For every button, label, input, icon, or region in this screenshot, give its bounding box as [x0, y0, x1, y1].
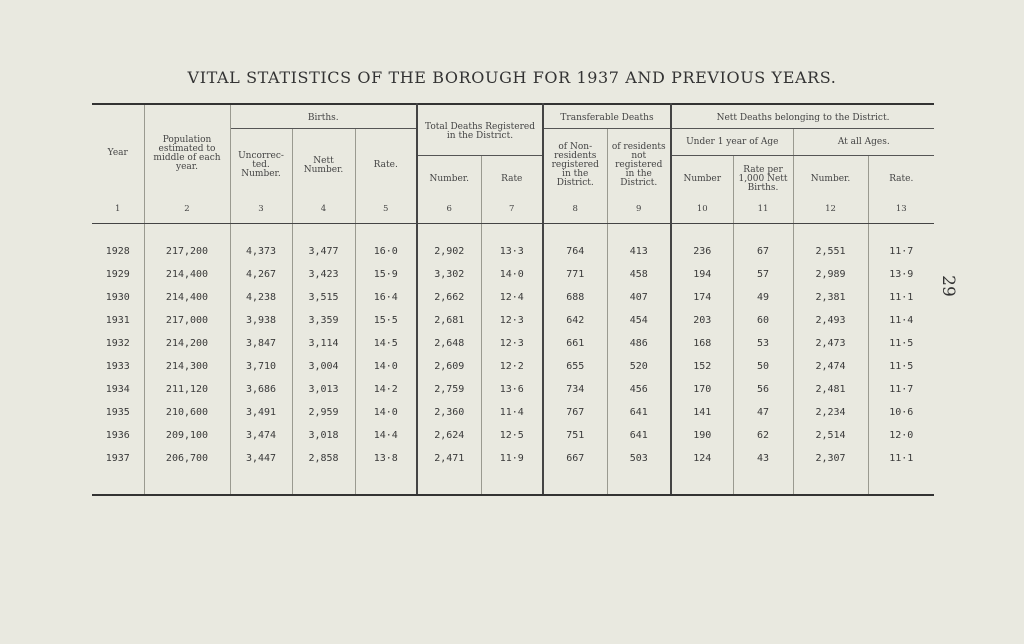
column-number-row: [92, 202, 934, 224]
table-cell: 413: [607, 240, 671, 263]
table-cell: 3,474: [230, 424, 292, 447]
table-cell: 454: [607, 309, 671, 332]
page-number: 29: [937, 275, 958, 297]
column-number: 8: [543, 202, 607, 224]
table-cell: 2,759: [417, 378, 481, 401]
table-cell: 124: [671, 447, 733, 470]
column-number: 2: [144, 202, 230, 224]
table-cell: 3,710: [230, 355, 292, 378]
column-number: 5: [355, 202, 417, 224]
table-cell: 60: [733, 309, 793, 332]
table-cell: 214,400: [144, 286, 230, 309]
table-cell: 11·5: [889, 338, 914, 349]
table-cell: 3,847: [230, 332, 292, 355]
header-deaths-rate: Rate: [481, 156, 543, 203]
table-cell: 655: [543, 355, 607, 378]
table-cell: 53: [733, 332, 793, 355]
table-cell: 2,360: [417, 401, 481, 424]
table-cell: 170: [671, 378, 733, 401]
header-nett-deaths: Nett Deaths belonging to the District.: [671, 104, 934, 129]
table-cell: 486: [607, 332, 671, 355]
table-cell: 211,120: [144, 378, 230, 401]
column-number: 3: [230, 202, 292, 224]
column-number: 7: [481, 202, 543, 224]
header-uncorrected-births: Uncorrec-ted. Number.: [230, 129, 292, 203]
column-number: 4: [292, 202, 355, 224]
table-cell: 141: [671, 401, 733, 424]
table-cell: 217,000: [144, 309, 230, 332]
table-cell: 661: [543, 332, 607, 355]
table-cell: 11·9: [481, 447, 543, 470]
table-cell: 236: [671, 240, 733, 263]
table-cell: 3,515: [292, 286, 355, 309]
header-under-1-number: Number: [671, 156, 733, 203]
table-cell: 667: [543, 447, 607, 470]
table-cell: 767: [543, 401, 607, 424]
table-cell: 13·8: [355, 447, 417, 470]
table-cell: 14·0: [355, 401, 417, 424]
table-cell: 3,114: [292, 332, 355, 355]
table-cell: 12·4: [481, 286, 543, 309]
table-cell: 13·6: [481, 378, 543, 401]
header-births: Births.: [230, 104, 417, 129]
table-cell: 50: [733, 355, 793, 378]
table-cell: 214,200: [144, 332, 230, 355]
table-cell: 1935: [92, 401, 144, 424]
table-cell: 12·3: [481, 332, 543, 355]
table-cell: 3,018: [292, 424, 355, 447]
table-cell: 16·0: [355, 240, 417, 263]
table-cell: 3,686: [230, 378, 292, 401]
table-cell: 2,609: [417, 355, 481, 378]
table-cell: 2,989: [793, 263, 868, 286]
table-cell: 1933: [92, 355, 144, 378]
table-cell: 764: [543, 240, 607, 263]
table-cell: 734: [543, 378, 607, 401]
table-cell: 2,648: [417, 332, 481, 355]
table-cell: 1930: [92, 286, 144, 309]
table-cell: 13·9: [889, 269, 914, 280]
header-all-ages-number: Number.: [793, 156, 868, 203]
header-population: Population estimated to middle of each year.: [144, 104, 230, 202]
header-deaths-number: Number.: [417, 156, 481, 203]
table-cell: 14·0: [481, 263, 543, 286]
table-cell: 3,302: [417, 263, 481, 286]
table-cell: 11·1: [889, 292, 914, 303]
table-cell: 152: [671, 355, 733, 378]
table-cell: 1934: [92, 378, 144, 401]
column-number: 10: [671, 202, 733, 224]
table-cell: 4,238: [230, 286, 292, 309]
column-number: 11: [733, 202, 793, 224]
table-cell: 12·2: [481, 355, 543, 378]
table-cell: 3,447: [230, 447, 292, 470]
table-cell: 49: [733, 286, 793, 309]
table-cell: 1937: [92, 447, 144, 470]
header-under-1-year: Under 1 year of Age: [671, 129, 793, 156]
table-cell: 67: [733, 240, 793, 263]
table-cell: 1929: [92, 263, 144, 286]
table-cell: 2,474: [793, 355, 868, 378]
column-number: 9: [607, 202, 671, 224]
table-cell: 190: [671, 424, 733, 447]
table-cell: 13·3: [481, 240, 543, 263]
table-cell: 407: [607, 286, 671, 309]
header-non-residents: of Non-residents registered in the District.: [543, 129, 607, 203]
table-cell: 62: [733, 424, 793, 447]
table-cell: 641: [607, 424, 671, 447]
table-cell: 771: [543, 263, 607, 286]
table-cell: 11·4: [889, 315, 914, 326]
table-cell: 14·2: [355, 378, 417, 401]
table-cell: 642: [543, 309, 607, 332]
table-cell: 206,700: [144, 447, 230, 470]
table-cell: 1932: [92, 332, 144, 355]
table-cell: 43: [733, 447, 793, 470]
table-cell: 15·9: [355, 263, 417, 286]
table-cell: 3,004: [292, 355, 355, 378]
table-cell: 194: [671, 263, 733, 286]
table-cell: 214,400: [144, 263, 230, 286]
column-number: 1: [92, 202, 144, 224]
table-cell: 3,938: [230, 309, 292, 332]
table-cell: 57: [733, 263, 793, 286]
table-row: [92, 401, 934, 424]
table-cell: 641: [607, 401, 671, 424]
header-year: Year: [92, 104, 144, 202]
table-cell: 4,373: [230, 240, 292, 263]
table-cell: 2,551: [793, 240, 868, 263]
table-cell: 2,858: [292, 447, 355, 470]
table-cell: 11·1: [889, 453, 914, 464]
table-cell: 2,681: [417, 309, 481, 332]
table-body: [92, 224, 934, 496]
table-cell: 14·4: [355, 424, 417, 447]
table-cell: 503: [607, 447, 671, 470]
table-cell: 2,624: [417, 424, 481, 447]
table-cell: 12·5: [481, 424, 543, 447]
table-cell: 458: [607, 263, 671, 286]
table-cell: 174: [671, 286, 733, 309]
table-cell: 2,662: [417, 286, 481, 309]
table-cell: 1931: [92, 309, 144, 332]
table-cell: 16·4: [355, 286, 417, 309]
table-cell: 3,013: [292, 378, 355, 401]
header-under-1-rate: Rate per 1,000 Nett Births.: [733, 156, 793, 203]
table-cell: 47: [733, 401, 793, 424]
header-total-deaths: Total Deaths Registered in the District.: [417, 104, 543, 156]
table-cell: 12·0: [889, 430, 914, 441]
table-row: [92, 332, 934, 355]
table-cell: 15·5: [355, 309, 417, 332]
table-cell: 3,423: [292, 263, 355, 286]
table-cell: 11·7: [889, 384, 914, 395]
table-cell: 12·3: [481, 309, 543, 332]
table-cell: 11·7: [889, 246, 914, 257]
table-cell: 751: [543, 424, 607, 447]
header-all-ages-rate: Rate.: [889, 173, 914, 184]
table-cell: 2,481: [793, 378, 868, 401]
table-cell: 1936: [92, 424, 144, 447]
table-cell: 3,477: [292, 240, 355, 263]
table-cell: 1928: [92, 240, 144, 263]
table-cell: 214,300: [144, 355, 230, 378]
column-number: 13: [868, 202, 934, 224]
table-cell: 2,902: [417, 240, 481, 263]
table-cell: 209,100: [144, 424, 230, 447]
header-residents: of residents not registered in the District.: [607, 129, 671, 203]
table-row: [92, 263, 934, 286]
table-row: [92, 355, 934, 378]
header-birth-rate: Rate.: [355, 129, 417, 203]
table-cell: 2,959: [292, 401, 355, 424]
table-cell: 14·0: [355, 355, 417, 378]
column-number: 6: [417, 202, 481, 224]
table-cell: 56: [733, 378, 793, 401]
table-row: [92, 309, 934, 332]
table-row: [92, 447, 934, 470]
table-cell: 210,600: [144, 401, 230, 424]
table-cell: 2,473: [793, 332, 868, 355]
table-cell: 10·6: [889, 407, 914, 418]
table-cell: 2,381: [793, 286, 868, 309]
table-cell: 2,493: [793, 309, 868, 332]
table-cell: 456: [607, 378, 671, 401]
table-cell: 2,234: [793, 401, 868, 424]
table-row: [92, 286, 934, 309]
table-row: [92, 240, 934, 263]
vital-statistics-table: [92, 103, 934, 496]
table-cell: 217,200: [144, 240, 230, 263]
table-row: [92, 378, 934, 401]
table-cell: 168: [671, 332, 733, 355]
table-cell: 3,359: [292, 309, 355, 332]
table-cell: 4,267: [230, 263, 292, 286]
table-cell: 2,471: [417, 447, 481, 470]
table-cell: 520: [607, 355, 671, 378]
header-nett-births: Nett Number.: [292, 129, 355, 203]
table-cell: 11·5: [889, 361, 914, 372]
header-all-ages: At all Ages.: [793, 129, 934, 156]
table-row: [92, 424, 934, 447]
table-cell: 3,491: [230, 401, 292, 424]
table-cell: 688: [543, 286, 607, 309]
table-cell: 2,307: [793, 447, 868, 470]
column-number: 12: [793, 202, 868, 224]
page-title: VITAL STATISTICS OF THE BOROUGH FOR 1937 AND PREVIOUS YEARS.: [187, 68, 837, 87]
table-cell: 2,514: [793, 424, 868, 447]
table-cell: 11·4: [481, 401, 543, 424]
table-cell: 203: [671, 309, 733, 332]
table-cell: 14·5: [355, 332, 417, 355]
header-transferable-deaths: Transferable Deaths: [543, 104, 671, 129]
